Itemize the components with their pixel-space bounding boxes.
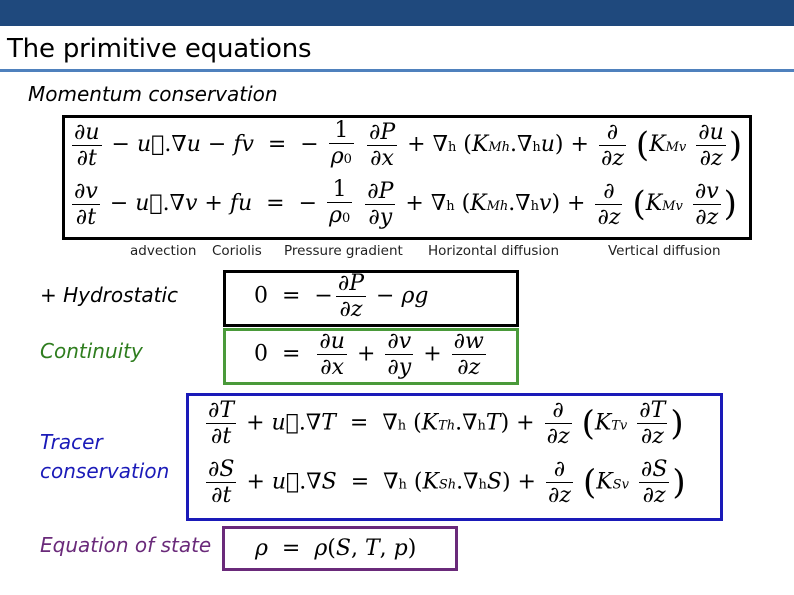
tracer-box xyxy=(186,393,723,521)
label-advection: advection xyxy=(130,243,197,259)
label-horizontal-diffusion: Horizontal diffusion xyxy=(428,243,559,259)
state-heading: Equation of state xyxy=(40,533,212,557)
continuity-box xyxy=(223,328,519,385)
hydrostatic-equation: 0 = − $\frac{\partial P}{\partial z}$ − ρg xyxy=(254,271,429,322)
temperature-equation: $\frac{\partial T}{\partial t}$ + u⃗.∇T = ∇h (KTh.∇hT) + $\frac{\partial}{\partial z}$ (KTv $\frac{\partial T}{\partial z}$ ) xyxy=(208,398,684,449)
slide-title: The primitive equations xyxy=(7,34,312,64)
v-momentum-equation: $\frac{\partial v}{\partial t}$ − u⃗.∇v + fu = − $\frac{1}{\rho 0}$ $\frac{\partial P}{\partial y}$ + ∇h (KMh.∇hv) + $\frac{\partial}{\partial z}$ (KMv $\frac{\partial v}{\partial z}$ ) xyxy=(74,177,737,230)
tracer-heading-line2: conservation xyxy=(40,459,170,483)
momentum-heading: Momentum conservation xyxy=(28,82,278,106)
title-divider xyxy=(0,69,794,72)
state-box xyxy=(222,526,458,571)
hydrostatic-box xyxy=(223,270,519,327)
label-coriolis: Coriolis xyxy=(212,243,262,259)
continuity-equation: 0 = $\frac{\partial u}{\partial x}$ + $\frac{\partial v}{\partial y}$ + $\frac{\partial w}{\partial z}$ xyxy=(254,329,484,380)
continuity-heading: Continuity xyxy=(40,339,143,363)
hydrostatic-heading: + Hydrostatic xyxy=(40,283,179,307)
tracer-heading-line1: Tracer xyxy=(40,430,103,454)
top-bar xyxy=(0,0,794,26)
salinity-equation: $\frac{\partial S}{\partial t}$ + u⃗.∇S = ∇h (KSh.∇hS) + $\frac{\partial}{\partial z}$ (KSv $\frac{\partial S}{\partial z}$ ) xyxy=(208,457,686,508)
state-equation: ρ = ρ(S, T, p) xyxy=(255,536,417,561)
momentum-equations-box xyxy=(62,115,752,240)
label-pressure-gradient: Pressure gradient xyxy=(284,243,403,259)
u-momentum-equation: $\frac{\partial u}{\partial t}$ − u⃗.∇u − fv = − $\frac{1}{\rho 0}$ $\frac{\partial P}{\partial x}$ + ∇h (KMh.∇hu) + $\frac{\partial}{\partial z}$ (KMv $\frac{\partial u}{\partial z}$ ) xyxy=(74,118,743,171)
label-vertical-diffusion: Vertical diffusion xyxy=(608,243,721,259)
